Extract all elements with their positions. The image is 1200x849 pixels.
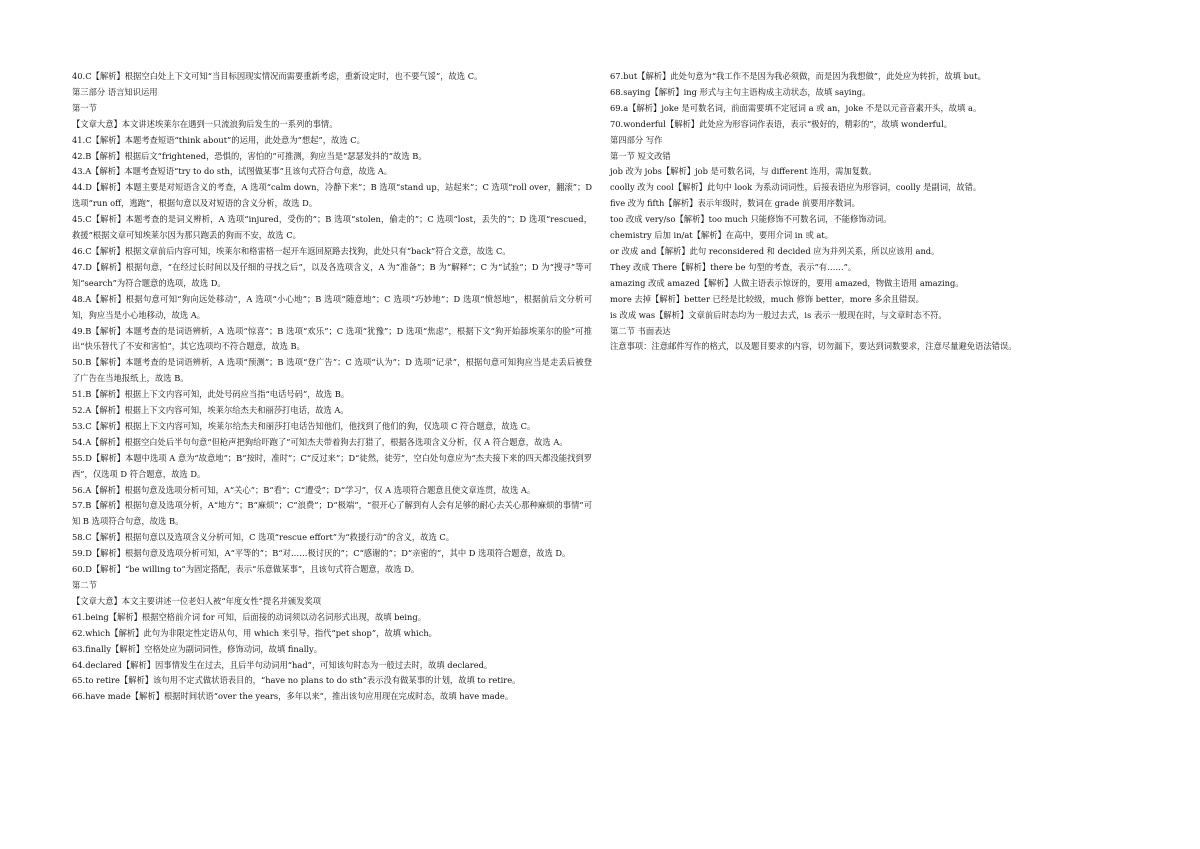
text-line: 70.wonderful【解析】此处应为形容词作表语，表示“极好的，精彩的”，故填 wonderful。 [610,118,953,129]
text-line: 63.finally【解析】空格处应为副词词性，修饰动词，故填 finally。 [72,643,323,654]
text-line: amazing 改成 amazed【解析】人做主语表示惊讶的，要用 amazed，物做主语用 amazing。 [610,277,964,288]
text-line: 64.declared【解析】因事情发生在过去，且后半句动词用“had”，可知该句时态为一般过去时，故填 declared。 [72,659,493,670]
text-line: 第一节 短文改错 [610,150,671,161]
text-line: 57.B【解析】根据句意及选项分析，A“地方”；B“麻烦”；C“浪费”；D“极端”，“很开心了解到有人会有足够的耐心去关心那种麻烦的事情”可知 B 选项符合句意，故选 B。 [72,500,592,527]
text-line: job 改为 jobs【解析】job 是可数名词，与 different 连用，需加复数。 [610,166,877,177]
text-line: 62.which【解析】此句为非限定性定语从句，用 which 来引导，指代“pet shop”，故填 which。 [72,627,437,638]
text-line: 52.A【解析】根据上下文内容可知，埃莱尔给杰夫和丽莎打电话，故选 A。 [72,405,349,416]
text-line: 47.D【解析】根据句意，“在经过长时间以及仔细的寻找之后”，以及各选项含义，A 为“准备”；B 为“解释”；C 为“试验”；D 为“搜寻”等可知“search”为符合题意的选项，故选 D。 [72,261,592,288]
text-line: coolly 改为 cool【解析】此句中 look 为系动词词性，后接表语应为形容词，coolly 是副词，故错。 [610,182,982,193]
text-line: 注意事项：注意邮件写作的格式，以及题目要求的内容，切勿漏下，要达到词数要求，注意尽量避免语法错误。 [610,341,1017,352]
text-line: 58.C【解析】根据句意以及选项含义分析可知，C 选项“rescue effort”为“救援行动”的含义，故选 C。 [72,532,455,543]
text-line: chemistry 后加 in/at【解析】在高中，要用介词 in 或 at。 [610,230,833,241]
text-line: too 改成 very/so【解析】too much 只能修饰不可数名词，不能修饰动词。 [610,214,892,225]
text-line: or 改成 and【解析】此句 reconsidered 和 decided 应为并列关系，所以应该用 and。 [610,245,940,256]
text-line: 45.C【解析】本题考查的是词义辨析，A 选项“injured，受伤的”；B 选项“stolen，偷走的”；C 选项“lost，丢失的”；D 选项“rescued，救援”根据文章可知埃莱尔因为那只跑丢的狗而不安，故选 C。 [72,214,592,241]
text-line: 55.D【解析】本题中选项 A 意为“故意地”；B“按时，准时”；C“反过来”；D“徒然，徒劳”，空白处句意应为“杰夫接下来的四天都没能找到罗西”，仅选项 D 符合题意，故选 D。 [72,452,592,479]
text-line: 41.C【解析】本题考查短语“think about”的运用，此处意为“想起”，故选 C。 [72,134,365,145]
text-line: 43.A【解析】本题考查短语“try to do sth，试图做某事”且该句式符合句意，故选 A。 [72,166,393,177]
text-line: 59.D【解析】根据句意及选项分析可知，A“平等的”；B“对……极讨厌的”；C“感谢的”；D“亲密的”，其中 D 选项符合题意，故选 D。 [72,548,571,559]
text-line: 【文章大意】本文讲述埃莱尔在遇到一只流浪狗后发生的一系列的事情。 [72,118,338,129]
text-line: 44.D【解析】本题主要是对短语含义的考查，A 选项“calm down，冷静下来”；B 选项“stand up，站起来”；C 选项“roll over，翻滚”；D 选项“run off，逃跑”，根据句意以及对短语的含义分析，故选 D。 [72,182,592,209]
text-line: 第三部分 语言知识运用 [72,86,158,97]
text-line: 第一节 [72,102,97,113]
text-line: 第四部分 写作 [610,134,663,145]
text-line: is 改成 was【解析】文章前后时态均为一般过去式，is 表示一般现在时，与文章时态不符。 [610,309,947,320]
text-line: more 去掉【解析】better 已经是比较级，much 修饰 better，more 多余且错误。 [610,293,924,304]
text-line: 第二节 书面表达 [610,325,671,336]
text-line: 50.B【解析】本题考查的是词语辨析，A 选项“预测”；B 选项“登广告”；C 选项“认为”；D 选项“记录”，根据句意可知狗应当是走丢后被登了广告在当地报纸上，故选 B。 [72,357,592,384]
text-line: 66.have made【解析】根据时间状语“over the years，多年以来”，推出该句应用现在完成时态，故填 have made。 [72,691,514,702]
text-line: 60.D【解析】“be willing to”为固定搭配，表示“乐意做某事”，且该句式符合题意，故选 D。 [72,564,420,575]
text-line: 51.B【解析】根据上下文内容可知，此处号码应当指“电话号码”，故选 B。 [72,389,350,400]
text-line: 53.C【解析】根据上下文内容可知，埃莱尔给杰夫和丽莎打电话告知他们，他找到了他们的狗，仅选项 C 符合题意，故选 C。 [72,420,536,431]
text-line: 【文章大意】本文主要讲述一位老妇人被“年度女性”提名并颁发奖项 [72,595,322,606]
right-column [610,69,1130,355]
text-line: 65.to retire【解析】该句用不定式做状语表目的，“have no plans to do sth”表示没有做某事的计划，故填 to retire。 [72,675,521,686]
text-line: 68.saying【解析】ing 形式与主句主语构成主动状态，故填 saying。 [610,86,871,97]
text-line: 67.but【解析】此处句意为“我工作不是因为我必须做，而是因为我想做”，此处应为转折，故填 but。 [610,71,986,81]
text-line: 40.C【解析】根据空白处上下文可知“当目标因现实情况而需要重新考虑，重新设定时，也不要气馁”，故选 C。 [72,71,483,81]
left-column [72,69,592,705]
text-line: 49.B【解析】本题考查的是词语辨析，A 选项“惊喜”；B 选项“欢乐”；C 选项“犹豫”；D 选项“焦虑”，根据下文“狗开始舔埃莱尔的脸”可推出“快乐替代了不安和害怕”，其它选项均不符合题意，故选 B。 [72,325,592,352]
text-line: They 改成 There【解析】there be 句型的考查，表示“有……”。 [610,261,857,272]
text-line: five 改为 fifth【解析】表示年级时，数词在 grade 前要用序数词。 [610,198,860,209]
text-line: 42.B【解析】根据后文“frightened，恐惧的，害怕的”可推测，狗应当是“瑟瑟发抖的”故选 B。 [72,150,427,161]
text-line: 48.A【解析】根据句意可知“狗向远处移动”，A 选项“小心地”；B 选项“随意地”；C 选项“巧妙地”；D 选项“愤怒地”，根据前后文分析可知，狗应当是小心地移动，故选 A。 [72,293,592,320]
text-line: 46.C【解析】根据文章前后内容可知，埃莱尔和格雷格一起开车返回原路去找狗，此处只有“back”符合文意，故选 C。 [72,245,511,256]
text-line: 61.being【解析】根据空格前介词 for 可知，后面接的动词须以动名词形式出现，故填 being。 [72,611,426,622]
text-line: 56.A【解析】根据句意及选项分析可知，A“关心”；B“看”；C“遭受”；D“学习”，仅 A 选项符合题意且使文章连贯，故选 A。 [72,484,536,495]
text-line: 54.A【解析】根据空白处后半句句意“但枪声把狗给吓跑了”可知杰夫带着狗去打猎了，根据各选项含义分析，仅 A 符合题意，故选 A。 [72,436,568,447]
text-line: 69.a【解析】joke 是可数名词，前面需要填不定冠词 a 或 an，joke 不是以元音音素开头，故填 a。 [610,102,982,113]
text-line: 第二节 [72,580,97,590]
